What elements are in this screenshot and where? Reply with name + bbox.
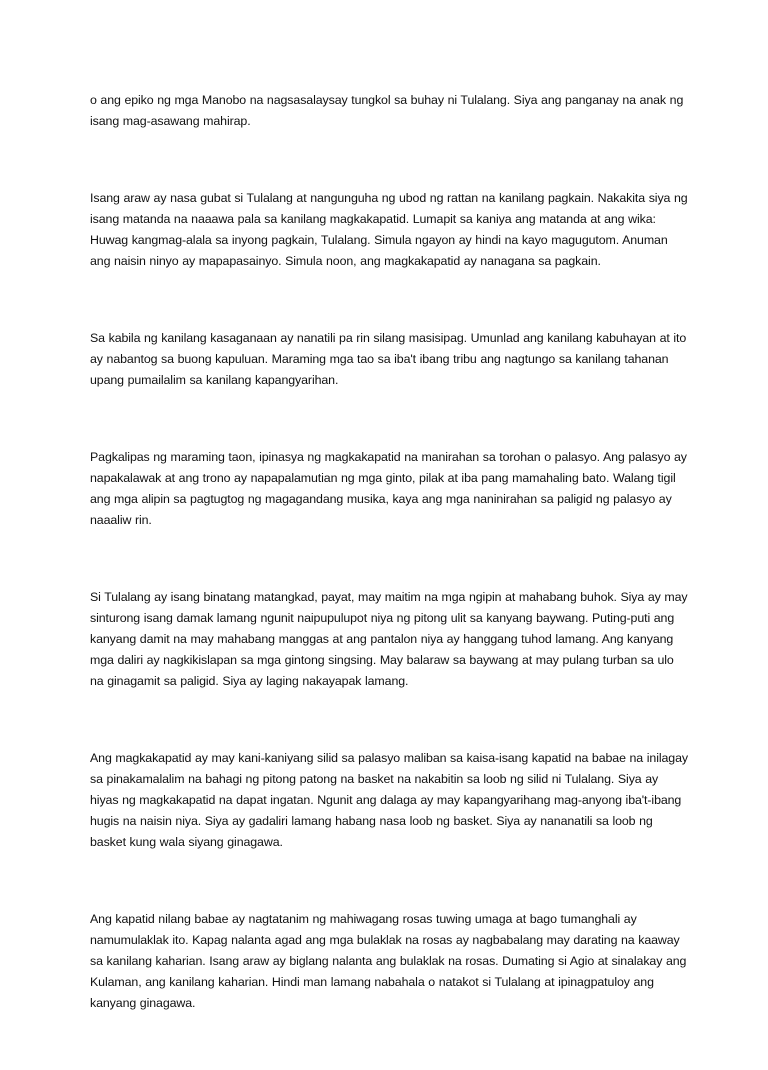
paragraph-1: o ang epiko ng mga Manobo na nagsasalaysay tungkol sa buhay ni Tulalang. Siya ang panganay na anak ng isang mag-asawang mahirap. [90, 93, 684, 128]
paragraph-4: Pagkalipas ng maraming taon, ipinasya ng magkakapatid na manirahan sa torohan o palasyo. Ang palasyo ay napakalawak at ang trono ay napapalamutian ng mga ginto, pilak at iba pang mamahaling bato. Walang tigil ang mga alipin sa pagtugtog ng magagandang musika, kaya ang mga naninirahan sa paligid ng palasyo ay naaaliw rin. [90, 450, 687, 527]
paragraph-7: Ang kapatid nilang babae ay nagtatanim ng mahiwagang rosas tuwing umaga at bago tumanghali ay namumulaklak ito. Kapag nalanta agad ang mga bulaklak na rosas ay nagbabalang may darating na kaaway sa kanilang kaharian. Isang araw ay biglang nalanta ang bulaklak na rosas. Dumating si Agio at sinalakay ang Kulaman, ang kanilang kaharian. Hindi man lamang nabahala o natakot si Tulalang at ipinagpatuloy ang kanyang ginagawa. [90, 912, 687, 1010]
paragraph-6: Ang magkakapatid ay may kani-kaniyang silid sa palasyo maliban sa kaisa-isang kapatid na babae na inilagay sa pinakamalalim na bahagi ng pitong patong na basket na nakabitin sa loob ng silid ni Tulalang. Siya ay hiyas ng magkakapatid na dapat ingatan. Ngunit ang dalaga ay may kapangyarihang mag-anyong iba't-ibang hugis na naisin niya. Siya ay gadaliri lamang habang nasa loob ng basket. Siya ay nananatili sa loob ng basket kung wala siyang ginagawa. [90, 751, 688, 849]
paragraph-3: Sa kabila ng kanilang kasaganaan ay nanatili pa rin silang masisipag. Umunlad ang kanilang kabuhayan at ito ay nabantog sa buong kapuluan. Maraming mga tao sa iba't ibang tribu ang nagtungo sa kanilang tahanan upang pumailalim sa kanilang kapangyarihan. [90, 331, 687, 387]
paragraph-5: Si Tulalang ay isang binatang matangkad, payat, may maitim na mga ngipin at mahabang buhok. Siya ay may sinturong isang damak lamang ngunit naipupulupot niya ng pitong ulit sa kanyang baywang. Puting-puti ang kanyang damit na may mahabang manggas at ang pantalon niya ay hanggang tuhod lamang. Ang kanyang mga daliri ay nagkikislapan sa mga gintong singsing. May balaraw sa baywang at may pulang turban sa ulo na ginagamit sa paligid. Siya ay laging nakayapak lamang. [90, 590, 688, 688]
document-page [90, 90, 688, 1070]
paragraph-2: Isang araw ay nasa gubat si Tulalang at nangunguha ng ubod ng rattan na kanilang pagkain. Nakakita siya ng isang matanda na naaawa pala sa kanilang magkakapatid. Lumapit sa kaniya ang matanda at ang wika: Huwag kangmag-alala sa inyong pagkain, Tulalang. Simula ngayon ay hindi na kayo magugutom. Anuman ang naisin ninyo ay mapapasainyo. Simula noon, ang magkakapatid ay nanagana sa pagkain. [90, 191, 688, 268]
